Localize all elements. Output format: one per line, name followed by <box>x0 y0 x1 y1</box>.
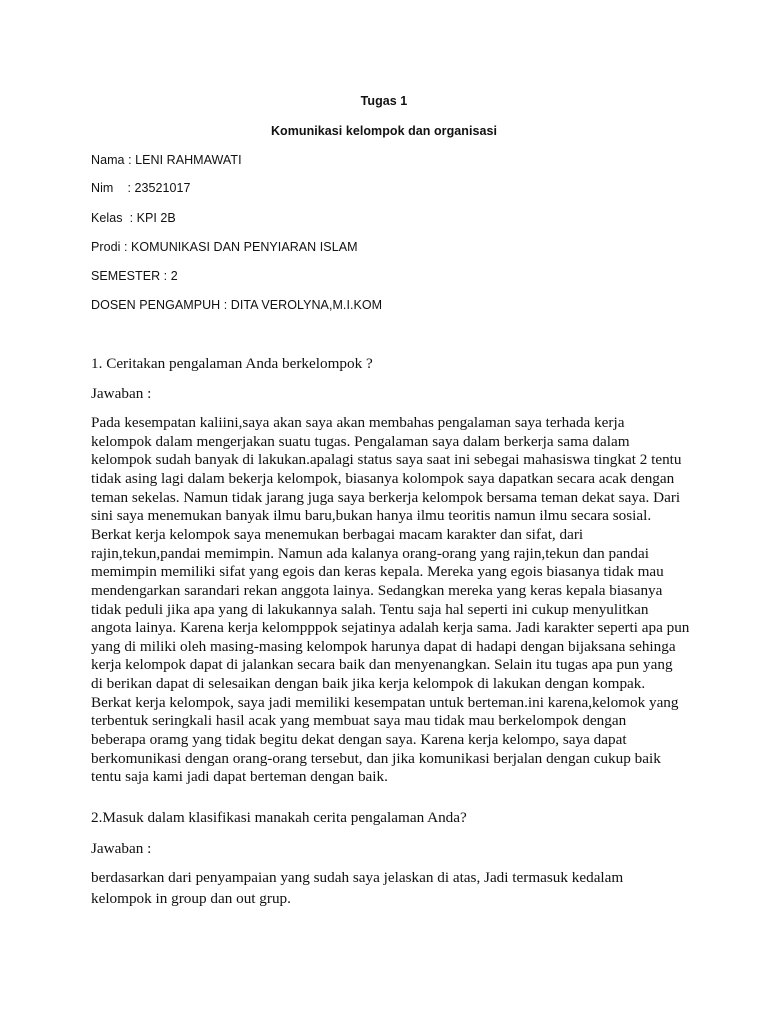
identity-semester: SEMESTER : 2 <box>91 269 178 283</box>
paragraph-line: di berikan dapat di selesaikan dengan baik jika kerja kelompok di lakukan dengan kompak. <box>91 675 646 693</box>
paragraph-line: berdasarkan dari penyampaian yang sudah saya jelaskan di atas, Jadi termasuk kedalam <box>91 869 624 886</box>
paragraph-line: Berkat kerja kelompok saya menemukan berbagai macam karakter dan sifat, dari <box>91 525 584 543</box>
paragraph-line: beberapa oramg yang tidak begitu dekat dengan saya. Karena kerja kelompo, saya dapat <box>91 731 627 749</box>
document-subtitle: Komunikasi kelompok dan organisasi <box>270 124 498 138</box>
paragraph-line: kelompok in group dan out grup. <box>91 890 291 907</box>
identity-prodi: Prodi : KOMUNIKASI DAN PENYIARAN ISLAM <box>91 240 358 254</box>
answer-label-1: Jawaban : <box>91 385 152 402</box>
paragraph-line: Berkat kerja kelompok, saya jadi memiliki kesempatan untuk berteman.ini karena,kelomok yang <box>91 693 679 711</box>
identity-nim: Nim : 23521017 <box>91 181 191 195</box>
paragraph-line: kelompok sudah banyak di lakukan.apalagi status saya saat ini sebegai mahasiswa tingkat 2 tentu <box>91 451 682 469</box>
paragraph-line: rajin,tekun,pandai memimpin. Namun ada kalanya orang-orang yang rajin,tekun dan pandai <box>91 544 649 562</box>
paragraph-line: memimpin memiliki sifat yang egois dan keras kepala. Mereka yang egois biasanya tidak mau <box>91 563 664 581</box>
answer-label-2: Jawaban : <box>91 840 152 857</box>
paragraph-line: yang di miliki oleh masing-masing kelompok harunya dapat di hadapi dengan bijaksana sehinga <box>91 637 676 655</box>
paragraph-line: tidak asing lagi dalam bekerja kelompok, biasanya kolompok saya dapatkan secara acak dengan <box>91 469 675 487</box>
paragraph-line: terbentuk seringkali hasil acak yang membuat saya mau tidak mau berkelompok dengan <box>91 712 627 730</box>
paragraph-line: angota lainya. Karena kerja kelompppok sejatinya adalah kerja sama. Jadi karakter seperti apa pun <box>91 619 690 637</box>
identity-kelas: Kelas : KPI 2B <box>91 211 176 225</box>
paragraph-line: kerja kelompok dapat di jalankan secara baik dan menyenangkan. Selain itu tugas apa pun yang <box>91 656 673 674</box>
question-1: 1. Ceritakan pengalaman Anda berkelompok ? <box>91 355 373 372</box>
paragraph-line: sini saya menemukan banyak ilmu baru,bukan hanya ilmu teoritis namun ilmu secara sosial. <box>91 507 652 525</box>
paragraph-line: berkomunikasi dengan orang-orang tersebut, dan jika komunikasi berjalan dengan cukup baik <box>91 749 661 767</box>
identity-dosen: DOSEN PENGAMPUH : DITA VEROLYNA,M.I.KOM <box>91 298 383 312</box>
paragraph-line: teman sekelas. Namun tidak jarang juga saya berkerja kelompok bersama teman dekat saya. Dari <box>91 488 681 506</box>
paragraph-line: tidak peduli jika apa yang di lakukannya salah. Tentu saja hal seperti ini cukup menyulitkan <box>91 600 649 618</box>
document-title: Tugas 1 <box>360 94 408 108</box>
paragraph-line: tentu saja kami jadi dapat berteman dengan baik. <box>91 768 388 786</box>
question-2: 2.Masuk dalam klasifikasi manakah cerita pengalaman Anda? <box>91 809 467 826</box>
paragraph-line: mendengarkan sarandari rekan anggota lainya. Sedangkan mereka yang keras kepala biasanya <box>91 581 663 599</box>
identity-name: Nama : LENI RAHMAWATI <box>91 153 242 167</box>
paragraph-line: Pada kesempatan kaliini,saya akan saya akan membahas pengalaman saya terhada kerja <box>91 414 625 431</box>
paragraph-line: kelompok dalam mengerjakan suatu tugas. Pengalaman saya dalam berkerja sama dalam <box>91 432 630 450</box>
